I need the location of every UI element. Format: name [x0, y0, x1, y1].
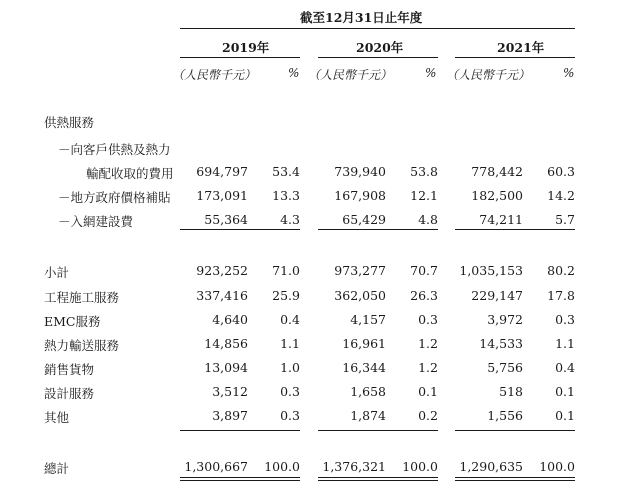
- pct-2019: %: [288, 66, 300, 80]
- amount-cell: 923,252: [196, 263, 248, 278]
- percent-cell: 70.7: [410, 263, 438, 278]
- amount-cell: 3,897: [212, 408, 248, 423]
- total-rule-2019-b: [180, 480, 300, 481]
- total-rule-2021-a: [455, 477, 575, 478]
- year-rule-2020: [318, 57, 438, 58]
- percent-cell: 1.0: [280, 360, 300, 375]
- percent-cell: 100.0: [264, 459, 300, 474]
- row-label: 銷售貨物: [44, 362, 95, 377]
- amount-cell: 3,972: [487, 312, 523, 327]
- total-rule-2020-a: [318, 477, 438, 478]
- row-label: 小計: [44, 265, 70, 280]
- percent-cell: 53.4: [272, 164, 300, 179]
- amount-cell: 1,290,635: [459, 459, 523, 474]
- percent-cell: 0.2: [418, 408, 438, 423]
- percent-cell: 5.7: [555, 212, 575, 227]
- amount-cell: 5,756: [487, 360, 523, 375]
- percent-cell: 71.0: [272, 263, 300, 278]
- year-rule-2019: [180, 57, 300, 58]
- period-heading: 截至12月31日止年度: [300, 10, 423, 25]
- percent-cell: 1.1: [280, 336, 300, 351]
- percent-cell: 60.3: [547, 164, 575, 179]
- unit-2020: （人民幣千元）: [308, 68, 393, 82]
- subtotal-rule-2020: [318, 229, 438, 230]
- amount-cell: 65,429: [342, 212, 386, 227]
- amount-cell: 694,797: [196, 164, 248, 179]
- percent-cell: 0.3: [280, 384, 300, 399]
- period-rule: [180, 28, 575, 29]
- amount-cell: 518: [499, 384, 523, 399]
- pretotal-rule-2019: [180, 430, 300, 431]
- amount-cell: 1,556: [487, 408, 523, 423]
- amount-cell: 182,500: [471, 188, 523, 203]
- amount-cell: 16,961: [342, 336, 386, 351]
- row-label: 設計服務: [44, 386, 95, 401]
- percent-cell: 0.4: [280, 312, 300, 327]
- percent-cell: 0.3: [555, 312, 575, 327]
- percent-cell: 53.8: [410, 164, 438, 179]
- percent-cell: 0.1: [555, 408, 575, 423]
- pretotal-rule-2021: [455, 430, 575, 431]
- row-label: －向客戶供熱及熱力: [58, 142, 171, 157]
- amount-cell: 1,035,153: [459, 263, 523, 278]
- row-label: 工程施工服務: [44, 290, 120, 305]
- amount-cell: 1,874: [350, 408, 386, 423]
- unit-2021: （人民幣千元）: [446, 68, 531, 82]
- amount-cell: 14,856: [204, 336, 248, 351]
- amount-cell: 337,416: [196, 288, 248, 303]
- pct-2021: %: [563, 66, 575, 80]
- row-label: －入網建設費: [58, 214, 134, 229]
- amount-cell: 3,512: [212, 384, 248, 399]
- pct-2020: %: [425, 66, 437, 80]
- amount-cell: 16,344: [342, 360, 386, 375]
- amount-cell: 739,940: [334, 164, 386, 179]
- year-2020: 2020年: [356, 40, 404, 55]
- percent-cell: 4.8: [418, 212, 438, 227]
- amount-cell: 173,091: [196, 188, 248, 203]
- amount-cell: 14,533: [479, 336, 523, 351]
- percent-cell: 100.0: [539, 459, 575, 474]
- amount-cell: 1,376,321: [322, 459, 386, 474]
- percent-cell: 14.2: [547, 188, 575, 203]
- row-label: 熱力輸送服務: [44, 338, 120, 353]
- amount-cell: 167,908: [334, 188, 386, 203]
- percent-cell: 1.1: [555, 336, 575, 351]
- amount-cell: 778,442: [471, 164, 523, 179]
- percent-cell: 80.2: [547, 263, 575, 278]
- percent-cell: 0.3: [418, 312, 438, 327]
- amount-cell: 74,211: [479, 212, 523, 227]
- total-rule-2019-a: [180, 477, 300, 478]
- amount-cell: 4,157: [350, 312, 386, 327]
- percent-cell: 100.0: [402, 459, 438, 474]
- amount-cell: 13,094: [204, 360, 248, 375]
- total-rule-2021-b: [455, 480, 575, 481]
- row-label: 總計: [44, 461, 70, 476]
- unit-2019: （人民幣千元）: [172, 68, 257, 82]
- percent-cell: 26.3: [410, 288, 438, 303]
- percent-cell: 17.8: [547, 288, 575, 303]
- pretotal-rule-2020: [318, 430, 438, 431]
- amount-cell: 1,300,667: [184, 459, 248, 474]
- total-rule-2020-b: [318, 480, 438, 481]
- row-label: 其他: [44, 410, 70, 425]
- subtotal-rule-2021: [455, 229, 575, 230]
- year-2021: 2021年: [497, 40, 545, 55]
- year-rule-2021: [455, 57, 575, 58]
- row-label: 供熱服務: [44, 115, 95, 130]
- year-2019: 2019年: [222, 40, 270, 55]
- percent-cell: 1.2: [418, 336, 438, 351]
- row-label: －地方政府價格補貼: [58, 190, 171, 205]
- subtotal-rule-2019: [180, 229, 300, 230]
- amount-cell: 229,147: [471, 288, 523, 303]
- amount-cell: 973,277: [334, 263, 386, 278]
- amount-cell: 55,364: [204, 212, 248, 227]
- percent-cell: 0.3: [280, 408, 300, 423]
- percent-cell: 4.3: [280, 212, 300, 227]
- percent-cell: 0.4: [555, 360, 575, 375]
- row-label: 輸配收取的費用: [86, 166, 174, 181]
- percent-cell: 25.9: [272, 288, 300, 303]
- percent-cell: 12.1: [410, 188, 438, 203]
- row-label: EMC服務: [44, 314, 101, 329]
- percent-cell: 0.1: [555, 384, 575, 399]
- amount-cell: 362,050: [334, 288, 386, 303]
- percent-cell: 1.2: [418, 360, 438, 375]
- percent-cell: 13.3: [272, 188, 300, 203]
- amount-cell: 4,640: [212, 312, 248, 327]
- percent-cell: 0.1: [418, 384, 438, 399]
- amount-cell: 1,658: [350, 384, 386, 399]
